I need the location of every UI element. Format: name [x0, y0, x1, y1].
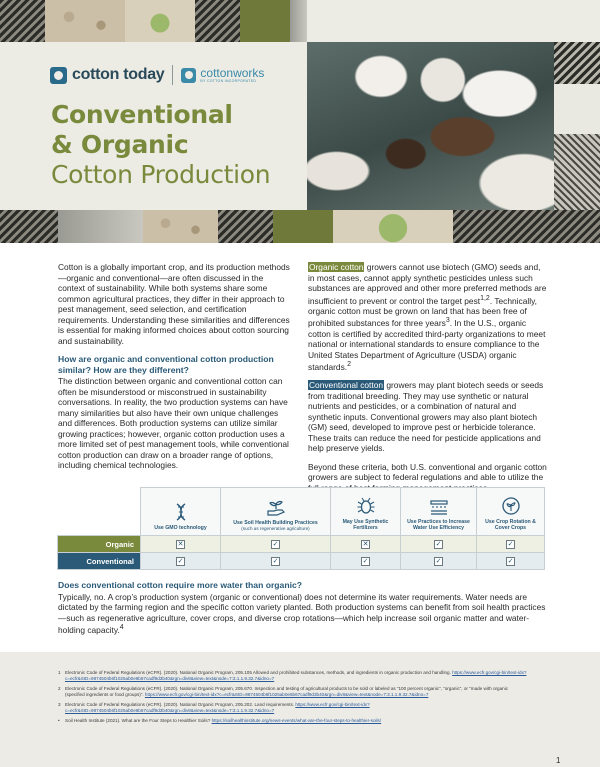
- footnote-number: 2: [58, 685, 61, 691]
- title-line-1: Conventional: [51, 100, 233, 129]
- footnote-link[interactable]: https://www.ecfr.gov/cgi-bin/text-idx?c=ecfr&SID=9874504b6f1025ab0e6b67cadf9d3b40&rgn=div8&view=text&node=7:3.1.1.9.32.7&idno=7: [65, 701, 370, 714]
- conventional-text: growers may plant biotech seeds or seeds from traditional breeding. They may use synthetic or natural nutrients and pesticides, or a combination of natural and synthetic inputs. Conventional growers may also plant biotech (GM) seed, developed to improve pest or herbicide tolerance. These traits can reduce the need for pesticide applications and help preserve yields.: [308, 380, 544, 454]
- column-header: [221, 488, 331, 536]
- color-tile: [240, 0, 290, 42]
- footnote-text: Electronic Code of Federal Regulations (eCFR). (2020). National Organic Program, 205.670. Inspection and testing of agricultural products to be sold or labeled as “100 percent organic”, “organic”, or “made with organic (specified ingredients or food groups)”.: [65, 685, 509, 698]
- logo-divider: [172, 65, 173, 85]
- check-mark: ✓: [435, 557, 442, 565]
- table-row-organic: [58, 536, 545, 553]
- closing-paragraph: Beyond these criteria, both U.S. conventional and organic cotton growers are subject to federal regulations and able to utilize the: [308, 461, 547, 483]
- texture-tile: [195, 0, 240, 42]
- bug-icon: [355, 496, 377, 516]
- organic-cotton-highlight: Organic cotton: [309, 262, 364, 272]
- check-mark: ✓: [362, 557, 369, 565]
- dna-icon: [170, 502, 192, 522]
- column-label: Use Soil Health Building Practices: [233, 520, 318, 526]
- texture-tile: [218, 210, 273, 243]
- table-row-conventional: [58, 553, 545, 570]
- similar-different-paragraph: The distinction between organic and conventional cotton can often be misunderstood or misconstrued in sustainability conversations. In reality, the two production systems can have many similarities but also have their own unique challenges and differences. Both production systems can utilize similar growing practices; however, organic cotton production uses a more limited set of pest management tools, while conventional cotton production can draw on a broader range of options, including chemical technologies.: [58, 376, 289, 470]
- check-mark: ✓: [272, 540, 279, 548]
- right-column: [308, 262, 548, 501]
- footnote-number: •: [58, 717, 60, 723]
- water-paragraph: [58, 592, 548, 636]
- texture-tile: [453, 210, 600, 243]
- hero-image-strip-top: [0, 0, 600, 42]
- column-header: [401, 488, 477, 536]
- texture-tile: [0, 210, 58, 243]
- row-label-organic: Organic: [58, 536, 141, 553]
- field-photo: [333, 210, 453, 243]
- texture-tile: [290, 0, 307, 42]
- footnote-list: [58, 670, 528, 727]
- footnote-ref: 1,2: [480, 294, 490, 302]
- intro-paragraph: Cotton is a globally important crop, and its production methods—organic and conventional—are often discussed in the context of sustainability. While both systems share some common agricultural practices, they differ in their approach to pest management, seed selection, and certification requirements. Understanding these similarities and differences is essential for making informed choices about cotton sourcing and sustainability.: [58, 262, 290, 346]
- brand-logos: [50, 64, 264, 86]
- texture-tile: [58, 210, 143, 243]
- column-label: May Use Synthetic Fertilizers: [342, 519, 389, 531]
- seedling-photo: [125, 0, 195, 42]
- soil-photo: [45, 0, 125, 42]
- seedling-hand-icon: [265, 497, 287, 517]
- check-mark: ✓: [435, 540, 442, 548]
- footnote-text: Soil Health Institute (2021). What are the Four Steps to Healthier Soils?: [65, 717, 212, 723]
- check-mark: ✓: [177, 557, 184, 565]
- column-header: [141, 488, 221, 536]
- conventional-cotton-highlight: Conventional cotton: [309, 380, 384, 391]
- hero-image-column-right: [554, 42, 600, 214]
- water-section: [58, 580, 548, 635]
- hero-banner: [0, 0, 600, 243]
- footnote-text: Electronic Code of Federal Regulations (eCFR). (2020). National Organic Program, 205.105 Allowed and prohibited substances, methods, and ingredients in organic production and handling.: [65, 670, 453, 675]
- column-sublabel: (such as regenerative agriculture): [241, 526, 310, 531]
- title-line-3: Cotton Production: [51, 160, 271, 189]
- organic-paragraph: [308, 262, 548, 372]
- irrigation-icon: [428, 496, 450, 516]
- left-column: [58, 262, 290, 479]
- column-header: [477, 488, 545, 536]
- page-number: 1: [556, 756, 561, 765]
- footnote-link[interactable]: https://www.ecfr.gov/cgi-bin/text-idx?c=ecfr&SID=9874504b6f1025ab0e6b67cadf9d3b40&rgn=div8&view=text&node=7:3.1.1.9.32.7&idno=7: [65, 670, 527, 682]
- comparison-table: [57, 487, 544, 570]
- footnote-ref: 3: [445, 317, 450, 325]
- cotton-today-logo-icon: [50, 67, 67, 84]
- texture-tile: [0, 0, 45, 42]
- column-header: [331, 488, 401, 536]
- footnote: [58, 686, 528, 698]
- hero-image-strip-bottom: [0, 210, 600, 243]
- cottonworks-logo: cottonworks: [200, 65, 265, 80]
- table-corner: [58, 488, 141, 536]
- cross-mark: ✕: [362, 540, 369, 548]
- footnote-ref: 2: [347, 361, 351, 369]
- column-label: Use Practices to Increase Water Use Efficiency: [407, 519, 470, 531]
- footnote-text: Electronic Code of Federal Regulations (eCFR). (2020). National Organic Program, 205.202. Land requirements.: [65, 701, 296, 707]
- organic-text: growers cannot use biotech (GMO) seeds and, in most cases, cannot apply synthetic pesticides unless such substances are approved and other more preferred methods are insufficient to prevent or control the target pest: [308, 262, 547, 306]
- check-mark: ✓: [507, 557, 514, 565]
- title-line-2: & Organic: [51, 130, 189, 159]
- footnote: [58, 670, 528, 682]
- crop-rotation-icon: [500, 496, 522, 516]
- footnote-number: 1: [58, 670, 61, 675]
- cotton-boll-photo: [307, 42, 554, 214]
- water-text: Typically, no. A crop’s production system (organic or conventional) does not determine its water requirements. Water needs are dictated by the farming region and the specific cotton variety planted. Both production systems can benefit from soil health practices—such as regenerative agriculture, cover crops, and diverse crop rotations—which help increase soil organic matter and water-holding capacity.: [58, 591, 546, 635]
- similar-different-heading: How are organic and conventional cotton production similar? How are they different?: [58, 354, 274, 375]
- row-label-conventional: Conventional: [58, 553, 141, 570]
- check-mark: ✓: [272, 557, 279, 565]
- check-mark: ✓: [507, 540, 514, 548]
- footnote-link[interactable]: https://www.ecfr.gov/cgi-bin/text-idx?c=ecfr&SID=9874504b6f1025ab0e6b67cadf9d3b40&rgn=div8&view=text&node=7:3.1.1.9.32.7&idno=7: [144, 692, 429, 698]
- color-tile: [273, 210, 333, 243]
- water-heading: Does conventional cotton require more water than organic?: [58, 580, 303, 590]
- table-header-row: [58, 488, 545, 536]
- organic-text: . Technically, organic cotton must be grown on land that has been free of prohibited substances for three years: [308, 295, 537, 329]
- footnote-ref: 4: [119, 624, 124, 631]
- footnote-number: 3: [58, 701, 61, 707]
- cottonworks-logo-sub: BY COTTON INCORPORATED: [200, 78, 257, 83]
- footnote-link[interactable]: https://soilhealthinstitute.org/news-events/what-are-the-four-steps-to-healthier-soils/: [211, 717, 382, 723]
- cotton-today-logo: cotton today: [72, 66, 165, 83]
- column-label: Use Crop Rotation & Cover Crops: [485, 519, 536, 531]
- footnote: [58, 718, 528, 724]
- column-label: Use GMO technology: [154, 525, 207, 531]
- footnotes-area: [0, 652, 600, 767]
- footnote: [58, 702, 528, 714]
- conventional-paragraph: [308, 380, 548, 454]
- soil-photo: [143, 210, 218, 243]
- cottonworks-logo-icon: [181, 68, 196, 83]
- cross-mark: ✕: [177, 540, 184, 548]
- page-title: [51, 100, 270, 190]
- organic-text: . In the U.S., organic cotton is certified by accredited third-party organizations to meet national or international standards to ensure compliance to the United States Department of Agriculture (USDA) organic standards.: [308, 318, 546, 372]
